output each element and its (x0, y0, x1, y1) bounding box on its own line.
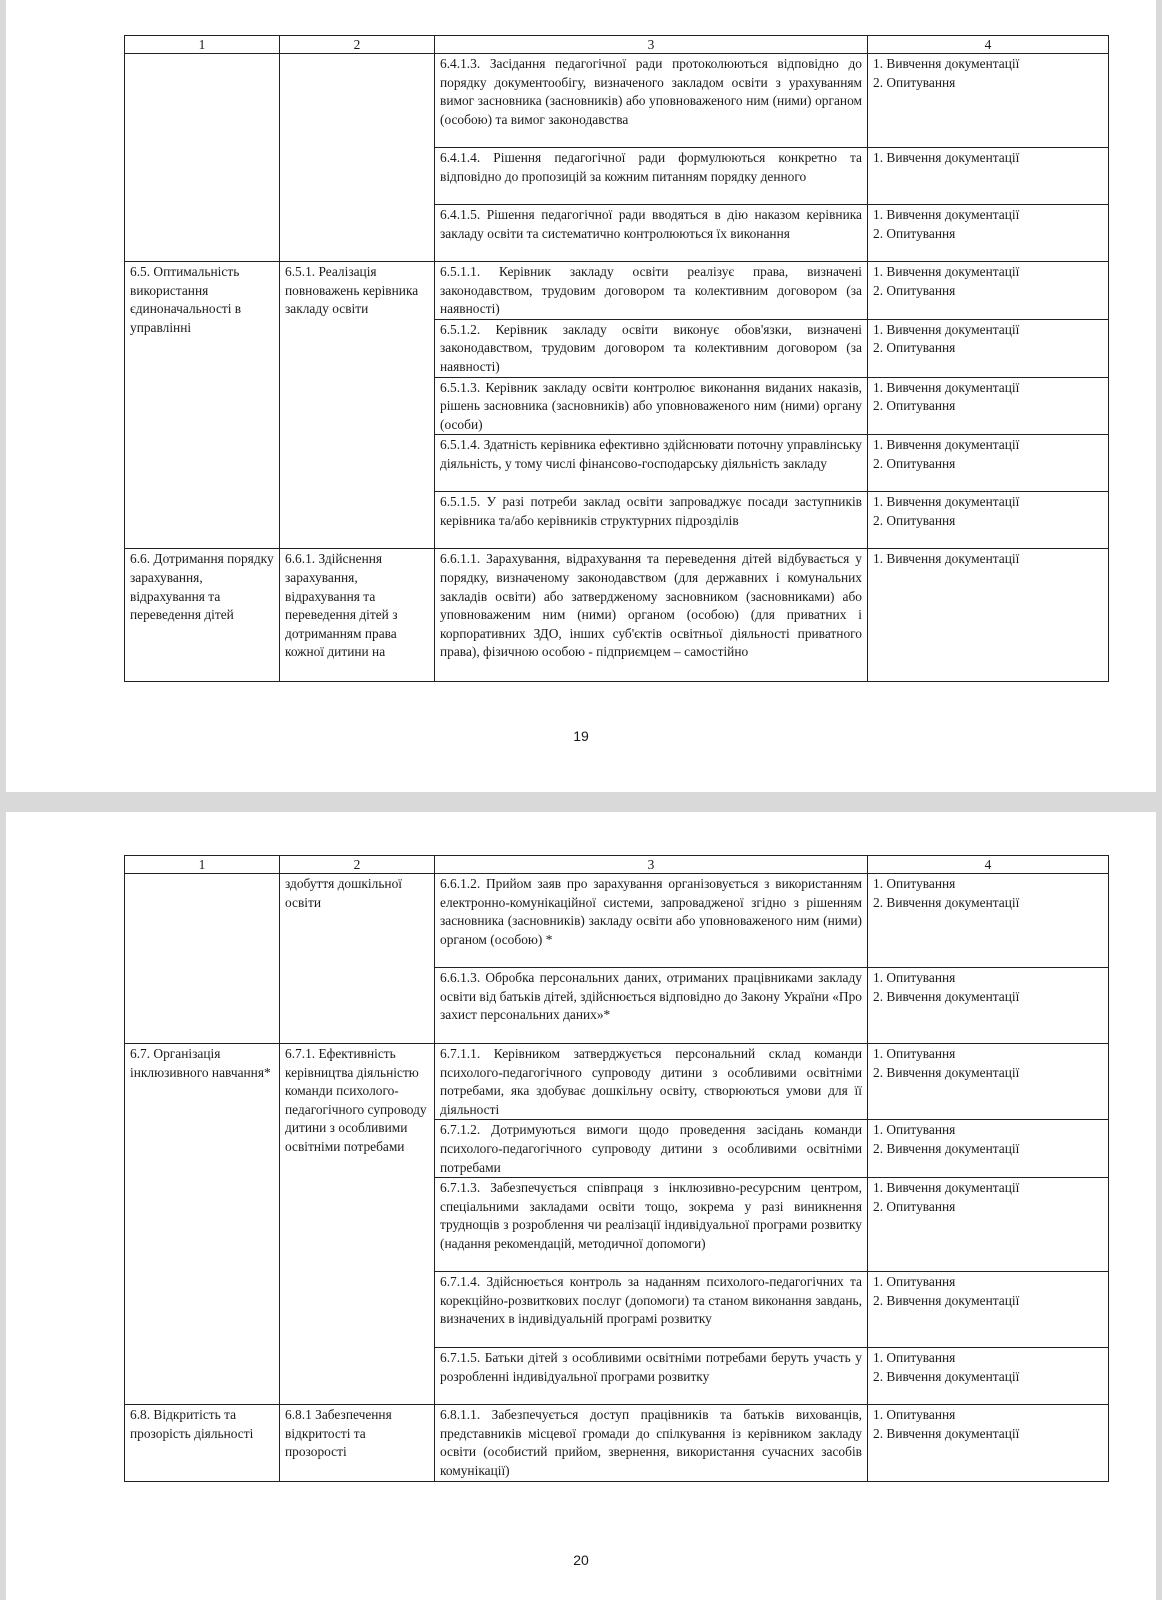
requirement-cell: 6.5.1.1. Керівник закладу освіти реалізує права, визначені законодавством, трудовим договором та колективним договором (за наявності) (435, 262, 868, 320)
method-cell (868, 1405, 1109, 1481)
indicator-cell: 6.7.1. Ефективність керівництва діяльністю команди психолого-педагогічного супроводу дитини з особливими освітніми потребами (280, 1044, 435, 1405)
method-cell (868, 968, 1109, 1044)
requirement-cell: 6.7.1.4. Здійснюється контроль за наданням психолого-педагогічних та корекційно-розвиткових послуг (допомоги) та станом виконання завдань, визначених в індивідуальній програмі розвитку (435, 1272, 868, 1348)
method-line: 1. Опитування (873, 1407, 956, 1423)
criterion-cell: 6.6. Дотримання порядку зарахування, відрахування та переведення дітей (125, 549, 280, 682)
requirement-cell: 6.7.1.1. Керівником затверджується персональний склад команди психолого-педагогічного супроводу дитини з особливими освітніми потребами, яка здобуває дошкільну освіту, створюються умови для її діяльності (435, 1044, 868, 1120)
method-line: 1. Вивчення документації (873, 551, 1020, 567)
method-line: 1. Опитування (873, 970, 956, 985)
method-line: 1. Вивчення документації (873, 150, 1020, 165)
method-line: 2. Вивчення документації (873, 988, 1020, 1004)
method-line: 2. Опитування (873, 398, 956, 414)
method-line: 1. Вивчення документації (873, 264, 1020, 279)
criteria-table (124, 35, 1109, 682)
method-line: 2. Опитування (873, 225, 956, 241)
method-line: 1. Вивчення документації (873, 56, 1020, 71)
method-cell (868, 377, 1109, 435)
requirement-cell: 6.5.1.4. Здатність керівника ефективно здійснювати поточну управлінську діяльність, у тому числі фінансово-господарську діяльність закладу (435, 435, 868, 492)
method-cell (868, 54, 1109, 148)
requirement-cell: 6.7.1.3. Забезпечується співпраця з інклюзивно-ресурсним центром, спеціальними закладами освіти тощо, зокрема у разі виникнення труднощів з розроблення чи реалізації індивідуальної програми розвитку (надання рекомендацій, методичної допомоги) (435, 1178, 868, 1272)
page-number: 19 (573, 728, 589, 744)
method-cell (868, 148, 1109, 205)
method-line: 1. Вивчення документації (873, 321, 1020, 337)
column-header: 3 (435, 36, 868, 54)
method-cell (868, 492, 1109, 549)
method-line: 2. Опитування (873, 512, 956, 528)
requirement-cell: 6.5.1.5. У разі потреби заклад освіти запроваджує посади заступників керівника та/або керівників структурних підрозділів (435, 492, 868, 549)
document-page-19 (6, 0, 1156, 792)
indicator-cell: 6.6.1. Здійснення зарахування, відрахування та переведення дітей з дотриманням права кожної дитини на (280, 549, 435, 682)
requirement-cell: 6.4.1.3. Засідання педагогічної ради протоколюються відповідно до порядку документообігу, визначеного закладом освіти з урахуванням вимог засновника (засновників) або уповноваженого ним (ними) органом (особою) та вимог законодавства (435, 54, 868, 148)
requirement-cell: 6.6.1.2. Прийом заяв про зарахування організовується з використанням електронно-комунікаційної системи, запровадженої згідно з рішенням засновника (засновників) закладу освіти або уповноваженого ним (ними) органом (особою) * (435, 874, 868, 968)
requirement-cell: 6.6.1.3. Обробка персональних даних, отриманих працівниками закладу освіти від батьків дітей, здійснюється відповідно до Закону України «Про захист персональних даних»* (435, 968, 868, 1044)
requirement-cell: 6.7.1.2. Дотримуються вимоги щодо проведення засідань команди психолого-педагогічного супроводу дитини з особливими освітніми потребами (435, 1120, 868, 1178)
method-line: 1. Вивчення документації (873, 437, 1020, 453)
method-line: 2. Вивчення документації (873, 1140, 1020, 1156)
table-row (125, 262, 1109, 320)
method-line: 2. Вивчення документації (873, 1292, 1020, 1308)
criterion-cell: 6.5. Оптимальність використання єдиноначальності в управлінні (125, 262, 280, 549)
table-row (125, 1044, 1109, 1120)
method-cell (868, 1178, 1109, 1272)
method-line: 1. Опитування (873, 1046, 956, 1061)
criterion-cell: 6.7. Організація інклюзивного навчання* (125, 1044, 280, 1405)
method-cell (868, 1272, 1109, 1348)
method-cell (868, 549, 1109, 682)
method-line: 1. Опитування (873, 1350, 956, 1366)
method-cell (868, 205, 1109, 262)
requirement-cell: 6.7.1.5. Батьки дітей з особливими освітніми потребами беруть участь у розробленні індивідуальної програми розвитку (435, 1348, 868, 1405)
method-line: 2. Опитування (873, 74, 956, 90)
table-row (125, 549, 1109, 682)
method-cell (868, 1120, 1109, 1178)
method-line: 2. Вивчення документації (873, 1425, 1020, 1441)
table-row (125, 1405, 1109, 1481)
requirement-cell: 6.8.1.1. Забезпечується доступ працівників та батьків вихованців, представників місцевої громади до спілкування із керівником закладу освіти (особистий прийом, звернення, використання сучасних засобів комунікації) (435, 1405, 868, 1481)
indicator-cell: 6.8.1 Забезпечення відкритості та прозорості (280, 1405, 435, 1481)
column-header: 2 (280, 856, 435, 874)
column-header: 1 (125, 856, 280, 874)
criteria-table (124, 855, 1109, 1482)
table-row (125, 54, 1109, 148)
criterion-cell (125, 874, 280, 1044)
method-line: 1. Вивчення документації (873, 494, 1020, 510)
requirement-cell: 6.5.1.2. Керівник закладу освіти виконує обов'язки, визначені законодавством, трудовим договором та колективним договором (за наявності) (435, 319, 868, 377)
method-line: 1. Опитування (873, 1122, 956, 1138)
criterion-cell: 6.8. Відкритість та прозорість діяльності (125, 1405, 280, 1481)
method-line: 2. Опитування (873, 455, 956, 471)
method-cell (868, 262, 1109, 320)
method-cell (868, 874, 1109, 968)
column-header: 3 (435, 856, 868, 874)
requirement-cell: 6.4.1.5. Рішення педагогічної ради вводяться в дію наказом керівника закладу освіти та систематично контролюються їх виконання (435, 205, 868, 262)
method-line: 2. Опитування (873, 282, 956, 298)
method-cell (868, 435, 1109, 492)
indicator-cell (280, 54, 435, 262)
column-header: 1 (125, 36, 280, 54)
method-line: 2. Вивчення документації (873, 1368, 1020, 1384)
method-line: 1. Вивчення документації (873, 207, 1020, 222)
document-page-20 (6, 812, 1156, 1600)
requirement-cell: 6.5.1.3. Керівник закладу освіти контролює виконання виданих наказів, рішень засновника (засновників) або уповноваженого ним (ними) органу (особи) (435, 377, 868, 435)
method-line: 1. Опитування (873, 1274, 956, 1290)
method-line: 1. Вивчення документації (873, 1180, 1020, 1196)
method-cell (868, 1044, 1109, 1120)
method-cell (868, 1348, 1109, 1405)
method-line: 2. Опитування (873, 1198, 956, 1214)
method-cell (868, 319, 1109, 377)
table-row (125, 874, 1109, 968)
table-header-row (125, 36, 1109, 54)
column-header: 4 (868, 36, 1109, 54)
column-header: 2 (280, 36, 435, 54)
indicator-cell: 6.5.1. Реалізація повноважень керівника закладу освіти (280, 262, 435, 549)
requirement-cell: 6.6.1.1. Зарахування, відрахування та переведення дітей відбувається у порядку, визначеному законодавством (для державних і комунальних закладів освіти) або затвердженому засновником (засновниками) або уповноваженим ним (ними) органом (особою) (для приватних і корпоративних ЗДО, інших суб'єктів освітньої діяльності приватного права), фізичною особою - підприємцем – самостійно (435, 549, 868, 682)
page-number: 20 (573, 1552, 589, 1568)
method-line: 2. Опитування (873, 340, 956, 356)
method-line: 1. Вивчення документації (873, 379, 1020, 395)
requirement-cell: 6.4.1.4. Рішення педагогічної ради формулюються конкретно та відповідно до пропозицій за кожним питанням порядку денного (435, 148, 868, 205)
method-line: 2. Вивчення документації (873, 894, 1020, 910)
criterion-cell (125, 54, 280, 262)
column-header: 4 (868, 856, 1109, 874)
method-line: 1. Опитування (873, 876, 956, 891)
indicator-cell: здобуття дошкільної освіти (280, 874, 435, 1044)
method-line: 2. Вивчення документації (873, 1064, 1020, 1080)
table-header-row (125, 856, 1109, 874)
